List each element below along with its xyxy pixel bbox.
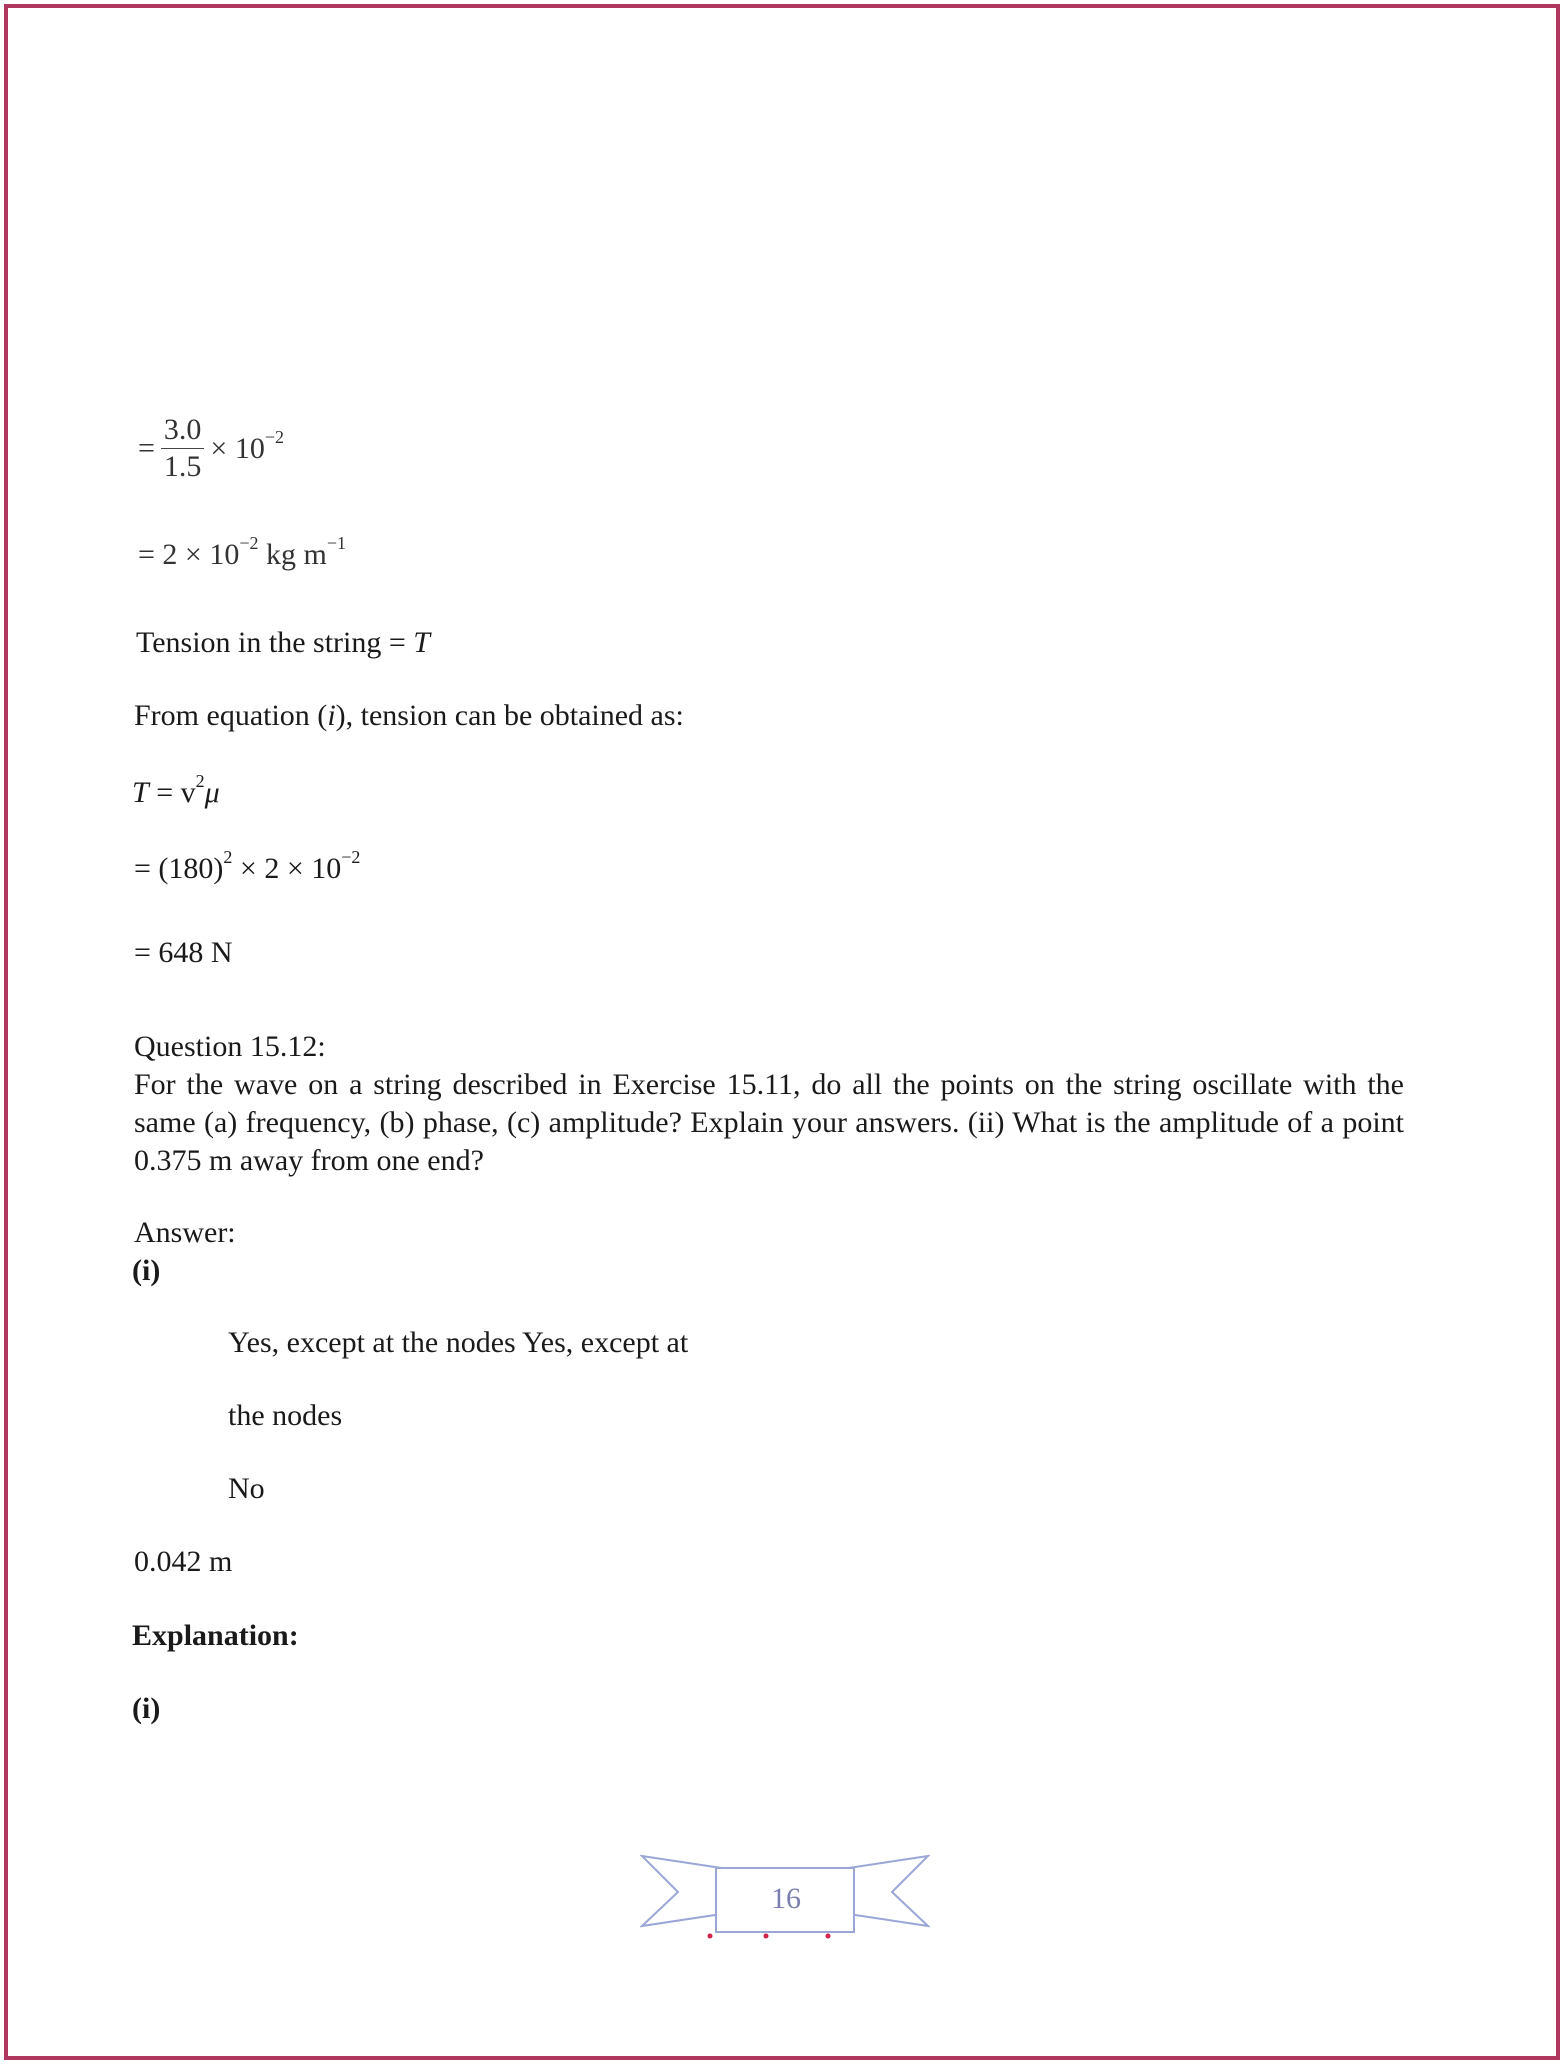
- eq-tension-variable: T: [132, 776, 149, 809]
- density-value: = 2 × 10: [138, 538, 240, 571]
- question-block: [134, 1028, 1404, 1180]
- eq-velocity: = v: [148, 776, 196, 809]
- ribbon-dot: [708, 1934, 713, 1939]
- fraction: [161, 412, 205, 485]
- equation-linear-density: [138, 533, 346, 574]
- explanation-part-label: (i): [132, 1692, 161, 1725]
- question-title: Question 15.12:: [134, 1030, 326, 1063]
- from-variable: i: [327, 699, 336, 732]
- equation-substitution: [134, 847, 361, 888]
- explanation-label: Explanation:: [132, 1619, 299, 1652]
- tension-variable: T: [413, 626, 430, 659]
- density-unit-exponent: −1: [326, 533, 346, 553]
- from-text-post: ), tension can be obtained as:: [335, 699, 684, 732]
- eq-mu: μ: [204, 776, 220, 809]
- answer-label: Answer:: [134, 1216, 236, 1249]
- density-unit: kg m: [258, 538, 327, 571]
- question-body: For the wave on a string described in Exercise 15.11, do all the points on the string oscillate with the same (a) frequency, (b) phase, (c) amplitude? Explain your answers. (ii) What is the amplitude of a point 0.375 m away from one end?: [134, 1068, 1404, 1177]
- fraction-exponent: −2: [264, 426, 284, 447]
- fraction-denominator: 1.5: [163, 450, 202, 483]
- answer-part-label: (i): [132, 1254, 161, 1287]
- eq-sub-mid: × 2 × 10: [232, 852, 342, 885]
- eq-sub-value: = (180): [134, 852, 224, 885]
- answer-value: 0.042 m: [134, 1545, 233, 1578]
- tension-line: [136, 624, 430, 662]
- equation-result: = 648 N: [134, 936, 233, 969]
- tension-text: Tension in the string =: [136, 626, 414, 659]
- answer-line-3: No: [228, 1472, 265, 1505]
- fraction-numerator: 3.0: [161, 412, 205, 449]
- ribbon-dot: [764, 1934, 769, 1939]
- ribbon-dot: [826, 1934, 831, 1939]
- fraction-multiplier: × 10: [210, 431, 265, 465]
- from-text-pre: From equation (: [134, 699, 328, 732]
- page-number: 16: [771, 1882, 801, 1915]
- eq-sub-square: 2: [223, 847, 233, 867]
- equation-fraction: = $\frac{3.0}{1.5}$ × $10^{-2}$: [138, 413, 284, 483]
- eq-velocity-exponent: 2: [195, 771, 205, 791]
- answer-line-2: the nodes: [228, 1399, 343, 1432]
- answer-line-1: Yes, except at the nodes Yes, except at: [228, 1326, 689, 1359]
- density-exponent: −2: [239, 533, 259, 553]
- from-equation-line: [134, 697, 684, 735]
- equation-tension: [132, 771, 220, 812]
- eq-sub-exponent: −2: [341, 847, 361, 867]
